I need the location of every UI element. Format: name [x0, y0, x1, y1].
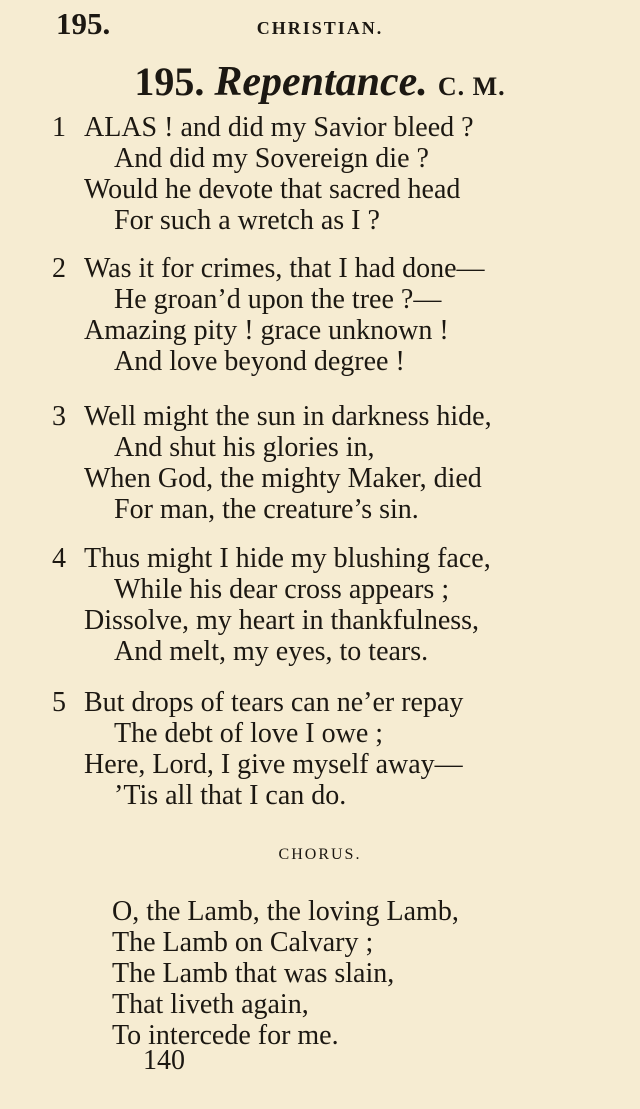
- verse-line: ALAS ! and did my Savior bleed ?: [84, 112, 474, 143]
- verse-line: Was it for crimes, that I had done—: [84, 253, 485, 284]
- verse-line: But drops of tears can ne’er repay: [84, 687, 464, 718]
- verse-line: Here, Lord, I give myself away—: [84, 749, 463, 780]
- hymn-name: Repentance.: [214, 59, 428, 105]
- verse-line: ’Tis all that I can do.: [114, 780, 347, 811]
- verse-line: And did my Sovereign die ?: [114, 143, 429, 174]
- chorus-label: CHORUS.: [278, 846, 362, 863]
- chorus-line: O, the Lamb, the loving Lamb,: [112, 896, 459, 927]
- verse-number: 1: [52, 112, 66, 143]
- verse-line: The debt of love I owe ;: [114, 718, 384, 749]
- chorus-line: The Lamb on Calvary ;: [112, 927, 374, 958]
- page-number: 140: [143, 1045, 185, 1076]
- verse-number: 2: [52, 253, 66, 284]
- verse-line: And love beyond degree !: [114, 346, 405, 377]
- verse-number: 4: [52, 543, 66, 574]
- chorus-line: The Lamb that was slain,: [112, 958, 395, 989]
- hymn-title: [0, 58, 640, 111]
- verse-line: Would he devote that sacred head: [84, 174, 461, 205]
- verse-line: Well might the sun in darkness hide,: [84, 401, 492, 432]
- verse-line: Thus might I hide my blushing face,: [84, 543, 491, 574]
- verse-line: And shut his glories in,: [114, 432, 375, 463]
- chorus-line: To intercede for me.: [112, 1020, 339, 1051]
- chorus-line: That liveth again,: [112, 989, 309, 1020]
- hymn-meter: C. M.: [437, 72, 506, 101]
- verse-number: 5: [52, 687, 66, 718]
- verse-line: He groan’d upon the tree ?—: [114, 284, 442, 315]
- running-title: CHRISTIAN.: [256, 18, 384, 38]
- verse-line: For man, the creature’s sin.: [114, 494, 419, 525]
- verse-line: For such a wretch as I ?: [114, 205, 380, 236]
- hymn-number: 195.: [134, 59, 205, 104]
- verse-line: And melt, my eyes, to tears.: [114, 636, 429, 667]
- verse-line: When God, the mighty Maker, died: [84, 463, 482, 494]
- chorus: [112, 896, 459, 1051]
- verse-line: Amazing pity ! grace unknown !: [84, 315, 449, 346]
- verse-number: 3: [52, 401, 66, 432]
- verse-line: While his dear cross appears ;: [114, 574, 450, 605]
- verse-line: Dissolve, my heart in thankfulness,: [84, 605, 480, 636]
- header-hymn-number: 195.: [56, 6, 111, 41]
